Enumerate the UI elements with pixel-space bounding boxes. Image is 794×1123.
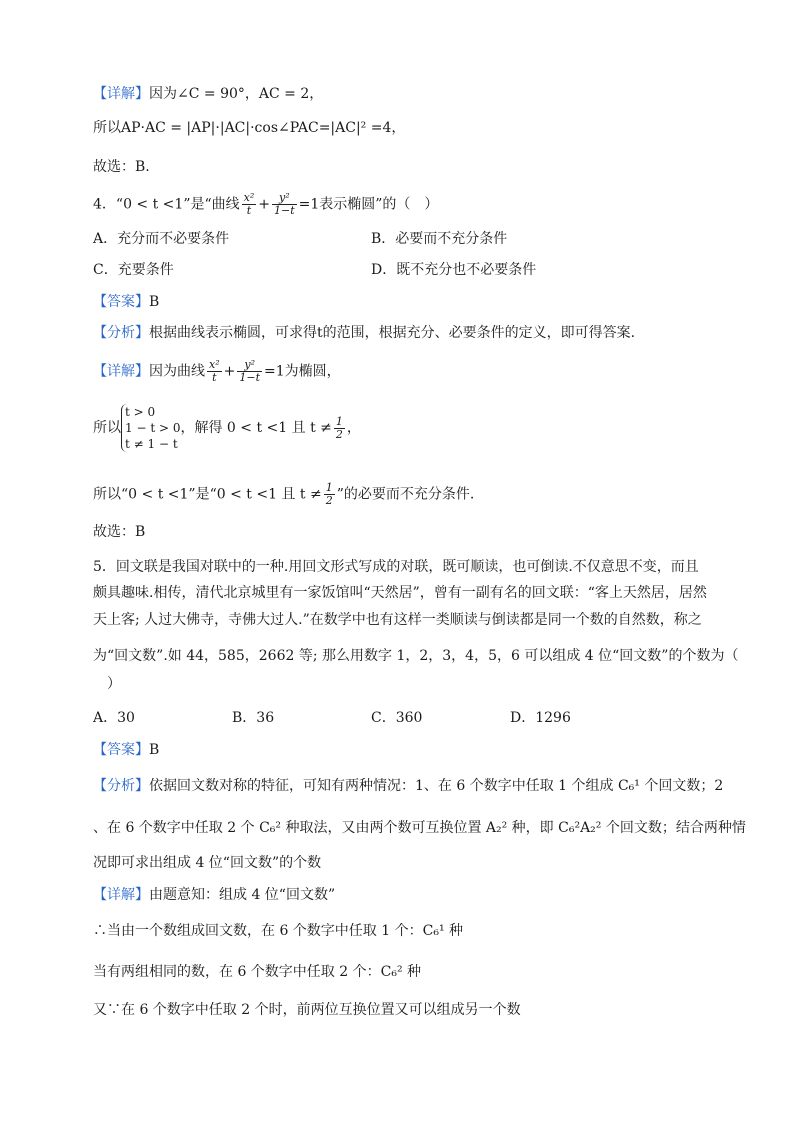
analysis-tag: 【分析】 — [93, 778, 149, 794]
fraction-x2-t: $\frac{\text{x²}}{t}$ — [243, 191, 255, 217]
q5-option-c: C．360 — [371, 710, 423, 726]
q4-option-a: A．充分而不必要条件 — [93, 231, 230, 247]
q5-detail-line: 当有两组相同的数，在 6 个数字中任取 2 个：C₆² 种 — [93, 964, 422, 980]
answer-tag: 【答案】 — [93, 742, 149, 758]
q5-stem-line: 天上客; 人过大佛寺，寺佛大过人.”在数学中也有这样一类顺读与倒读都是同一个数的自然数，称之 — [93, 612, 702, 628]
q5-stem-line: ） — [93, 676, 121, 692]
q3-detail-text: 因为∠C = 90°，AC = 2， — [149, 86, 324, 102]
q3-vector-line — [93, 118, 724, 138]
q3-choice: 故选：B. — [93, 159, 150, 175]
system-row: t ≠ 1 − t — [125, 437, 178, 451]
q5-analysis-line — [93, 776, 724, 796]
q4-stem-prefix: 4．“0 < t <1”是“曲线 — [93, 196, 240, 213]
q5-option-b: B．36 — [232, 710, 275, 726]
q5-option-a: A．30 — [93, 710, 135, 726]
fraction-one-half: $\frac{1}{2}$ — [335, 414, 343, 441]
q3-detail-line — [93, 84, 724, 104]
q5-answer-line — [93, 740, 724, 760]
q5-stem-line: 为“回文数”.如 44，585，2662 等; 那么用数字 1，2，3，4，5，6 可以组成 4 位“回文数”的个数为（ — [93, 648, 739, 664]
q5-detail-line — [93, 885, 724, 905]
q5-analysis-line: 、在 6 个数字中任取 2 个 C₆² 种取法，又由两个数可互换位置 A₂² 种，即 C₆²A₂² 个回文数；结合两种情 — [93, 820, 746, 836]
so-label: 所以 — [93, 120, 121, 136]
q5-analysis-text: 依据回文数对称的特征，可知有两种情况：1、在 6 个数字中任取 1 个组成 C₆¹ 个回文数；2 — [149, 778, 724, 794]
q4-solve-text: ，解得 0 < t <1 且 t ≠ — [180, 420, 332, 436]
q4-conclusion-prefix: 所以“0 < t <1”是“0 < t <1 且 t ≠ — [93, 486, 322, 503]
q4-answer: B — [149, 294, 160, 310]
q4-stem-suffix: =1表示椭圆”的（ ） — [298, 196, 439, 213]
fraction-x2-t: $\frac{\text{x²}}{t}$ — [209, 358, 220, 384]
q5-detail-line: 又∵在 6 个数字中任取 2 个时，前两位互换位置又可以组成另一个数 — [93, 1002, 521, 1018]
q4-analysis-text: 根据曲线表示椭圆，可求得t的范围，根据充分、必要条件的定义，即可得答案. — [149, 325, 636, 341]
fraction-y2-1-t: $\frac{\text{y²}}{1-t}$ — [274, 191, 295, 217]
fraction-y2-1-t: $\frac{\text{y²}}{1-t}$ — [239, 358, 260, 384]
q5-answer: B — [149, 742, 160, 758]
q5-stem-line: 5．回文联是我国对联中的一种.用回文形式写成的对联，既可顺读，也可倒读.不仅意思不变，而且 — [93, 559, 699, 575]
analysis-tag: 【分析】 — [93, 325, 149, 341]
answer-tag: 【答案】 — [93, 294, 149, 310]
q4-solve-prefix: 所以 — [93, 420, 121, 436]
system-row: 1 − t > 0 — [125, 421, 181, 435]
q4-option-d: D．既不充分也不必要条件 — [371, 262, 537, 278]
q4-conclusion-line — [93, 482, 724, 507]
q4-detail-line: 【详解】因为曲线 $\frac{\text{x²}}{t}$ + $\frac{\text{y²}}{1-t}$ =1为椭圆， — [93, 358, 341, 384]
fraction-one-half: $\frac{1}{2}$ — [325, 481, 333, 507]
q4-stem: 4．“0 < t <1”是“曲线 $\frac{\text{x²}}{t}$ + $\frac{\text{y²}}{1-t}$ =1表示椭圆”的（ ） — [93, 191, 439, 217]
q5-stem-line: 颇具趣味.相传，清代北京城里有一家饭馆叫“天然居”，曾有一副有名的回文联：“客上天然居，居然 — [93, 585, 707, 601]
q3-vector-formula: AP·AC = |AP|·|AC|·cos∠PAC=|AC|² =4， — [121, 120, 406, 136]
q4-option-b: B．必要而不充分条件 — [371, 231, 508, 247]
q4-analysis-line — [93, 323, 724, 343]
q4-solve-line: 所以 t > 0 1 − t > 0 t ≠ 1 − t ，解得 0 < t <1 且 t ≠ $\frac{1}{2}$ ， — [93, 405, 361, 451]
inequality-system — [121, 404, 180, 452]
q4-conclusion-suffix: ”的必要而不充分条件. — [336, 486, 475, 503]
q5-detail-text: 由题意知：组成 4 位“回文数” — [149, 887, 336, 903]
q5-detail-line: ∴当由一个数组成回文数，在 6 个数字中任取 1 个：C₆¹ 种 — [93, 923, 464, 939]
system-row: t > 0 — [125, 405, 156, 419]
q5-analysis-line: 况即可求出组成 4 位“回文数”的个数 — [93, 855, 322, 871]
q4-detail-suffix: =1为椭圆， — [264, 363, 341, 380]
q5-option-d: D．1296 — [510, 710, 571, 726]
detail-tag: 【详解】 — [93, 363, 149, 380]
q4-choice: 故选：B — [93, 524, 146, 540]
q4-answer-line — [93, 292, 724, 312]
detail-tag: 【详解】 — [93, 86, 149, 102]
q4-detail-prefix: 因为曲线 — [149, 363, 205, 380]
q4-option-c: C．充要条件 — [93, 262, 174, 278]
detail-tag: 【详解】 — [93, 887, 149, 903]
